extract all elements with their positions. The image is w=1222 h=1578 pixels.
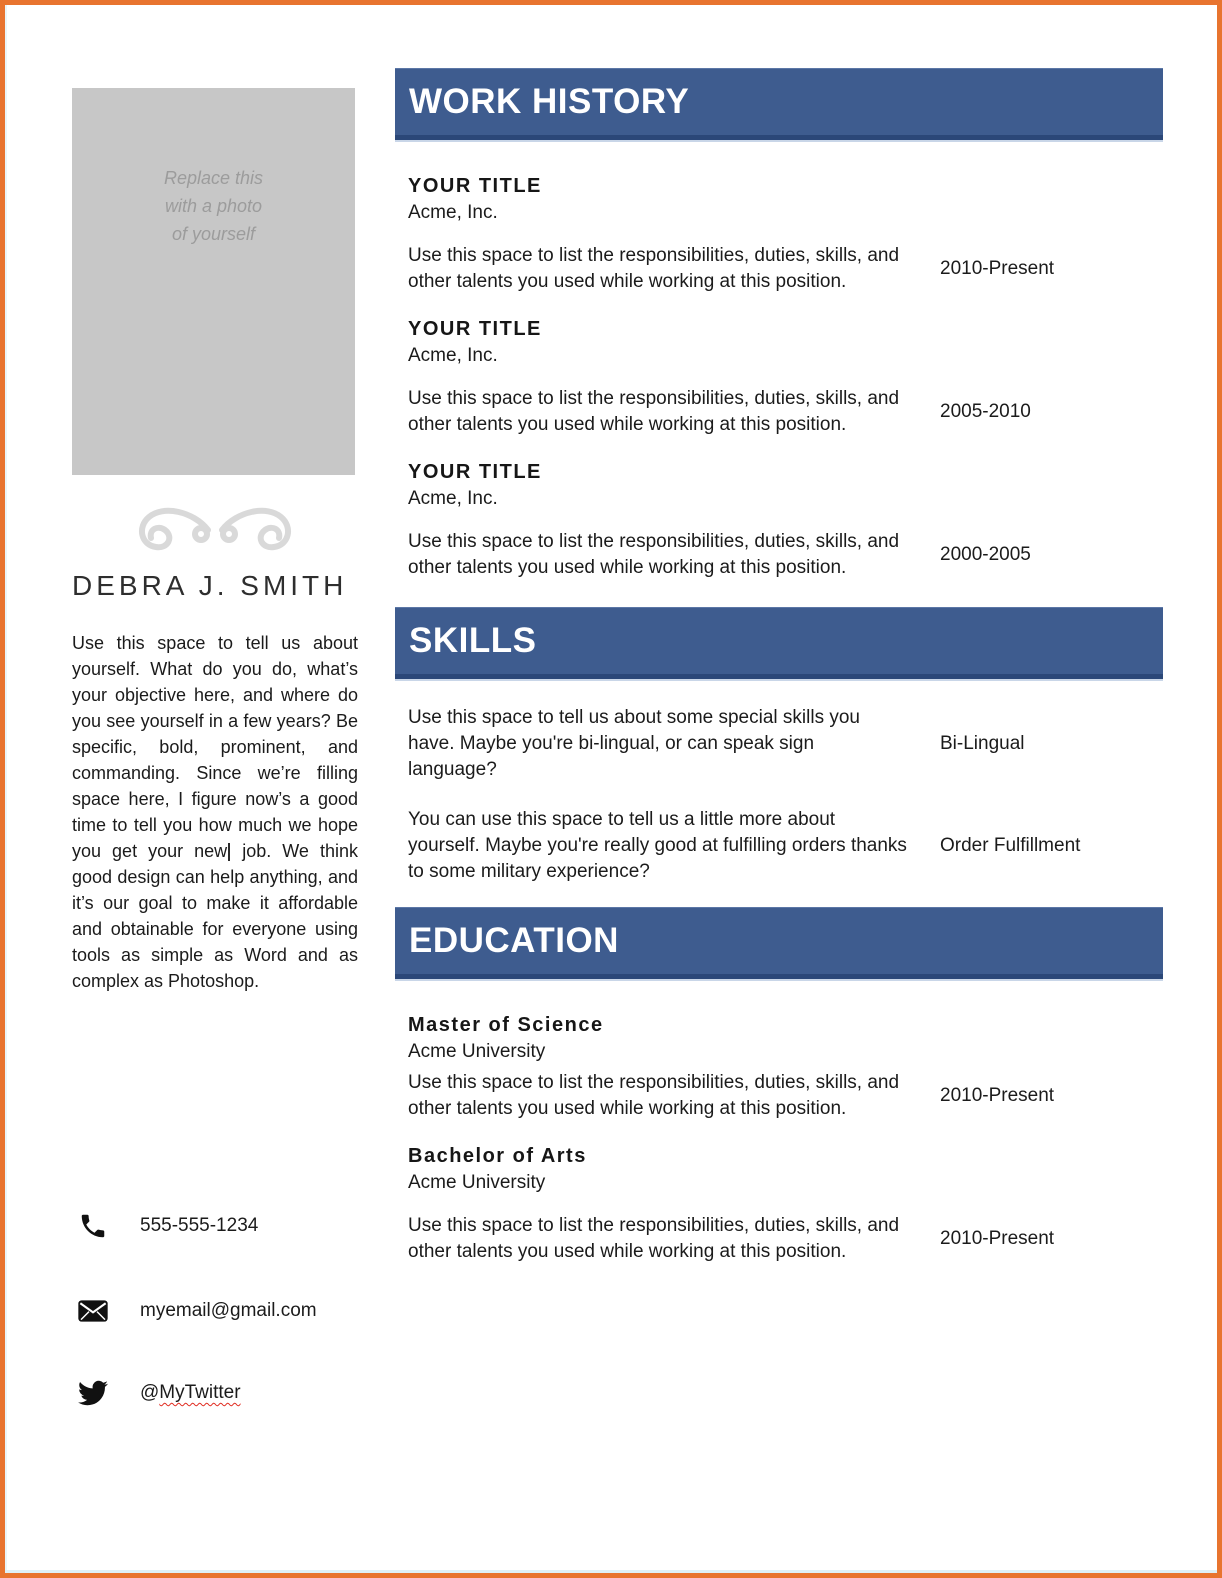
degree-name: Bachelor of Arts	[408, 1145, 587, 1167]
work-entry	[395, 174, 1163, 295]
education-entry	[395, 1013, 1163, 1122]
skill-label: Bi-Lingual	[940, 733, 1025, 754]
phone-number: 555-555-1234	[140, 1215, 259, 1236]
twitter-handle-misspelled: MyTwitter	[159, 1382, 241, 1403]
skill-description: Use this space to tell us about some special skills you have. Maybe you're bi-lingual, or can speak sign language?	[408, 707, 860, 780]
work-entry	[395, 317, 1163, 438]
section-title: WORK HISTORY	[409, 81, 690, 121]
work-entry	[395, 460, 1163, 581]
job-description: Use this space to list the responsibilities, duties, skills, and other talents you used while working at this position.	[408, 245, 900, 292]
section-header-skills	[395, 607, 1163, 679]
twitter-at-sign: @	[140, 1382, 160, 1403]
skill-entry	[395, 807, 1163, 885]
main-column	[395, 68, 1163, 1265]
about-paragraph	[72, 630, 358, 994]
education-dates: 2010-Present	[940, 1085, 1055, 1106]
job-title: YOUR TITLE	[408, 461, 542, 483]
degree-name: Master of Science	[408, 1014, 604, 1036]
section-title: EDUCATION	[409, 920, 619, 960]
education-entry	[395, 1144, 1163, 1265]
skill-label: Order Fulfillment	[940, 835, 1081, 856]
photo-placeholder	[72, 88, 355, 475]
about-text-after-cursor: job. We think good design can help anything, and it’s our goal to make it affordable and obtainable for everyone using tools as simple as Word and as complex as Photoshop.	[72, 841, 358, 991]
school-name: Acme University	[408, 1172, 546, 1193]
contact-twitter-row	[76, 1373, 241, 1413]
company-name: Acme, Inc.	[408, 202, 498, 223]
skill-description: You can use this space to tell us a little more about yourself. Maybe you're really good at fulfilling orders thanks to some military experience?	[408, 809, 907, 882]
photo-placeholder-line: with a photo	[164, 196, 263, 216]
education-description: Use this space to list the responsibilities, duties, skills, and other talents you used while working at this position.	[408, 1072, 900, 1119]
job-title: YOUR TITLE	[408, 175, 542, 197]
job-title: YOUR TITLE	[408, 318, 542, 340]
contact-email-row	[76, 1291, 317, 1331]
section-title: SKILLS	[409, 620, 537, 660]
text-cursor	[228, 843, 230, 861]
twitter-bird-icon	[76, 1378, 110, 1408]
education-description: Use this space to list the responsibilities, duties, skills, and other talents you used while working at this position.	[408, 1215, 900, 1262]
skill-entry	[395, 705, 1163, 783]
swirl-ornament-icon	[72, 501, 358, 562]
contact-phone-row	[76, 1206, 258, 1246]
photo-placeholder-line: Replace this	[163, 168, 264, 188]
sidebar	[72, 88, 358, 1508]
candidate-name: DEBRA J. SMITH	[72, 570, 348, 601]
envelope-icon	[76, 1299, 110, 1323]
education-dates: 2010-Present	[940, 1228, 1055, 1249]
school-name: Acme University	[408, 1041, 546, 1062]
job-description: Use this space to list the responsibilities, duties, skills, and other talents you used while working at this position.	[408, 531, 900, 578]
company-name: Acme, Inc.	[408, 345, 498, 366]
job-description: Use this space to list the responsibilities, duties, skills, and other talents you used while working at this position.	[408, 388, 900, 435]
photo-placeholder-text	[72, 164, 355, 248]
photo-placeholder-line: of yourself	[171, 224, 256, 244]
job-dates: 2005-2010	[940, 401, 1031, 422]
section-header-education	[395, 907, 1163, 979]
job-dates: 2010-Present	[940, 258, 1055, 279]
section-header-work-history	[395, 68, 1163, 140]
email-address: myemail@gmail.com	[140, 1300, 317, 1321]
job-dates: 2000-2005	[940, 544, 1031, 565]
company-name: Acme, Inc.	[408, 488, 498, 509]
about-text-before-cursor: Use this space to tell us about yourself. What do you do, what’s your objective here, and where do you see yourself in a few years? Be specific, bold, prominent, and commanding. Since we’re filling space here, I figure now’s a good time to tell you how much we hope you get your new	[72, 633, 358, 861]
phone-icon	[76, 1211, 110, 1241]
twitter-handle	[140, 1382, 241, 1404]
